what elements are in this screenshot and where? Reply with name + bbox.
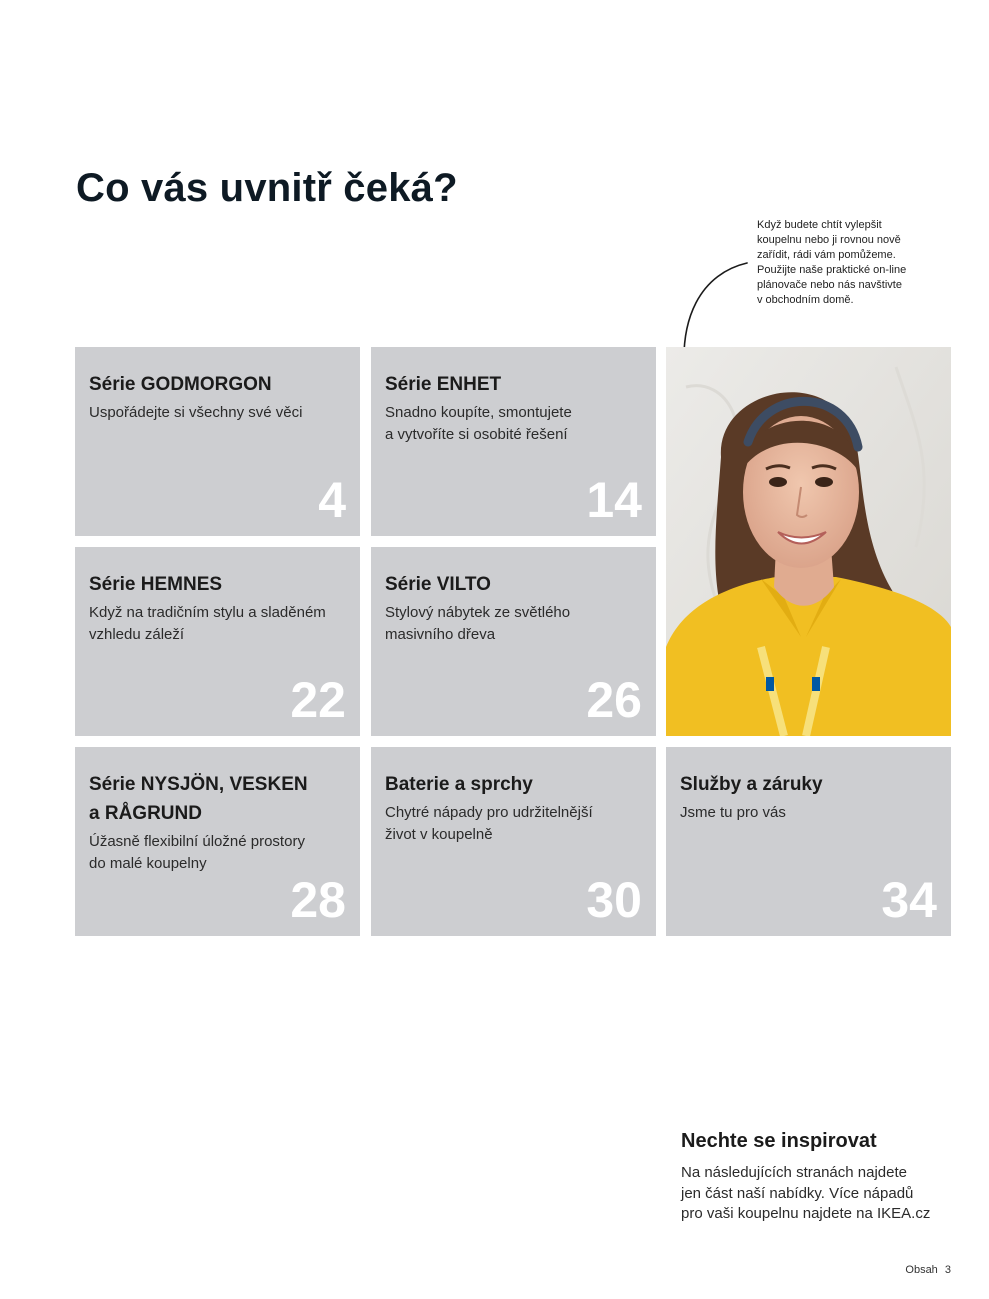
tile-description: Stylový nábytek ze světlého masivního dřeva: [385, 604, 571, 643]
staff-photo: [666, 347, 951, 736]
tile-description: Jsme tu pro vás: [680, 804, 786, 821]
footer-page-number: 3: [944, 1264, 951, 1276]
tile-page-number: 28: [290, 872, 346, 928]
tile-page-number: 22: [290, 672, 346, 728]
callout-line: Použijte naše praktické on-line: [757, 264, 907, 276]
tile-description: Uspořádejte si všechny své věci: [89, 404, 303, 421]
tile-godmorgon[interactable]: [75, 347, 360, 536]
tile-description: Když na tradičním stylu a sladěném vzhledu záleží: [89, 604, 326, 643]
tile-title: Baterie a sprchy: [385, 774, 533, 795]
callout-line: Když budete chtít vylepšit: [757, 219, 882, 231]
tile-page-number: 14: [586, 472, 642, 528]
tile-title: Služby a záruky: [680, 774, 823, 795]
callout-line: zařídit, rádi vám pomůžeme.: [757, 249, 896, 261]
page-footer: [901, 1264, 951, 1276]
tile-title: Série GODMORGON: [89, 374, 272, 395]
callout-line: koupelnu nebo ji rovnou nově: [757, 234, 901, 246]
tile-page-number: 26: [586, 672, 642, 728]
tile-page-number: 4: [318, 472, 346, 528]
tile-title: Série NYSJÖN, VESKEN a RÅGRUND: [89, 774, 308, 824]
tile-hemnes[interactable]: [75, 547, 360, 736]
footer-section: Obsah: [905, 1264, 938, 1276]
callout-line: plánovače nebo nás navštivte: [757, 279, 902, 291]
tile-sluzby-zaruky[interactable]: [666, 747, 951, 936]
tile-enhet[interactable]: [371, 347, 656, 536]
tile-nysjon-vesken-ragrund[interactable]: [75, 747, 360, 936]
tile-baterie-sprchy[interactable]: [371, 747, 656, 936]
tile-title: Série HEMNES: [89, 574, 223, 595]
tile-description: Chytré nápady pro udržitelnější život v koupelně: [385, 804, 593, 843]
callout-line: v obchodním domě.: [757, 294, 854, 306]
inspire-text: Na následujících stranách najdete jen část naší nabídky. Více nápadů pro vaši koupelnu najdete na IKEA.cz: [681, 1164, 931, 1222]
tile-page-number: 30: [586, 872, 642, 928]
inspire-title: Nechte se inspirovat: [681, 1130, 877, 1152]
tile-vilto[interactable]: [371, 547, 656, 736]
tile-title: Série ENHET: [385, 374, 502, 395]
tile-description: Snadno koupíte, smontujete a vytvoříte si osobité řešení: [385, 404, 572, 443]
tile-title: Série VILTO: [385, 574, 491, 595]
inspire-section: [681, 1130, 951, 1225]
tile-page-number: 34: [881, 872, 937, 928]
tile-description: Úžasně flexibilní úložné prostory do malé koupelny: [89, 833, 305, 872]
page-title: Co vás uvnitř čeká?: [76, 166, 458, 210]
callout-text: [757, 218, 927, 308]
